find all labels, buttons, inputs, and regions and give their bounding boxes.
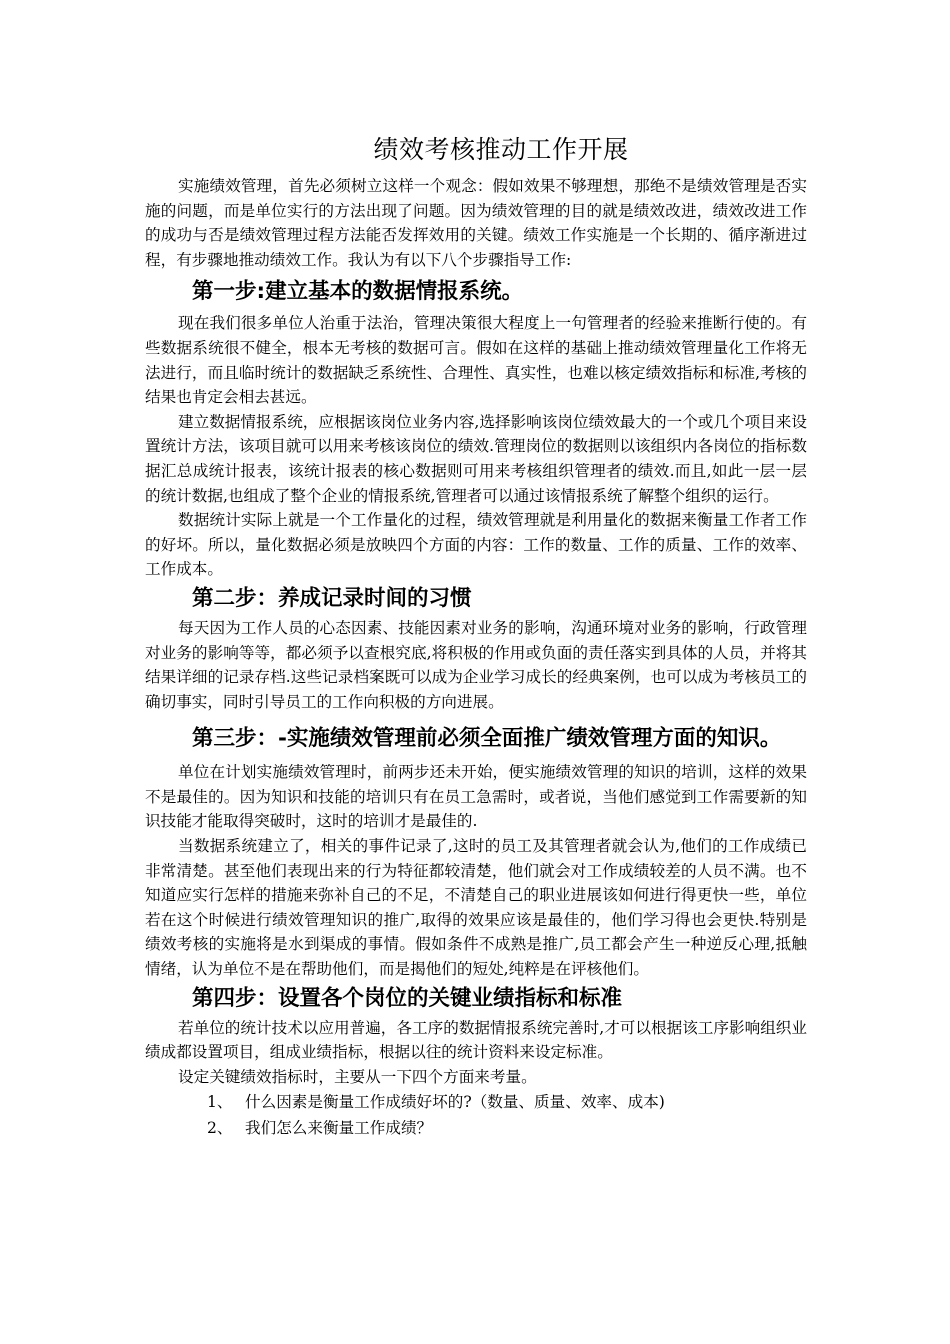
document-title: 绩效考核推动工作开展 [373,135,629,164]
document-body [145,130,807,1141]
step-3-paragraph-1: 单位在计划实施绩效管理时，前两步还未开始，便实施绩效管理的知识的培训，这样的效果不是最佳的。因为知识和技能的培训只有在员工急需时，或者说，当他们感觉到工作需要新的知识技能才能取得突破时，这时的培训才是最佳的. [145,763,807,831]
step-2-heading: 第二步：养成记录时间的习惯 [192,585,472,611]
list-item-number: 1、 [207,1093,233,1112]
step-1-heading: 第一步:建立基本的数据情报系统。 [192,279,524,305]
list-item-text: 什么因素是衡量工作成绩好坏的?（数量、质量、效率、成本) [245,1093,665,1112]
list-item [145,1115,807,1141]
step-1-paragraph-3: 数据统计实际上就是一个工作量化的过程，绩效管理就是利用量化的数据来衡量工作者工作的好坏。所以，量化数据必须是放映四个方面的内容：工作的数量、工作的质量、工作的效率、工作成本。 [145,511,807,579]
intro-paragraph: 实施绩效管理，首先必须树立这样一个观念：假如效果不够理想，那绝不是绩效管理是否实施的问题，而是单位实行的方法出现了问题。因为绩效管理的目的就是绩效改进，绩效改进工作的成功与否是绩效管理过程方法能否发挥效用的关键。绩效工作实施是一个长期的、循序渐进过程，有步骤地推动绩效工作。我认为有以下八个步骤指导工作: [145,177,807,269]
list-item-number: 2、 [207,1119,233,1138]
step-4-paragraph-2: 设定关键绩效指标时，主要从一下四个方面来考量。 [178,1067,537,1086]
list-item [145,1089,807,1115]
step-3-heading: 第三步：-实施绩效管理前必须全面推广绩效管理方面的知识。 [192,726,782,752]
step-1-paragraph-1: 现在我们很多单位人治重于法治，管理决策很大程度上一句管理者的经验来推断行使的。有些数据系统很不健全，根本无考核的数据可言。假如在这样的基础上推动绩效管理量化工作将无法进行，而且临时统计的数据缺乏系统性、合理性、真实性，也难以核定绩效指标和标准,考核的结果也肯定会相去甚远。 [145,314,807,407]
step-2-paragraph-1: 每天因为工作人员的心态因素、技能因素对业务的影响，沟通环境对业务的影响，行政管理对业务的影响等等，都必须予以查根究底,将积极的作用或负面的责任落实到具体的人员，并将其结果详细的记录存档.这些记录档案既可以成为企业学习成长的经典案例，也可以成为考核员工的确切事实，同时引导员工的工作向积极的方向进展。 [145,618,807,711]
step-1-paragraph-2: 建立数据情报系统，应根据该岗位业务内容,选择影响该岗位绩效最大的一个或几个项目来设置统计方法，该项目就可以用来考核该岗位的绩效.管理岗位的数据则以该组织内各岗位的指标数据汇总成统计报表，该统计报表的核心数据则可用来考核组织管理者的绩效.而且,如此一层一层的统计数据,也组成了整个企业的情报系统,管理者可以通过该情报系统了解整个组织的运行。 [145,412,807,505]
list-item-text: 我们怎么来衡量工作成绩？ [245,1119,433,1138]
step-4-paragraph-1: 若单位的统计技术以应用普遍，各工序的数据情报系统完善时,才可以根据该工序影响组织业绩成都设置项目，组成业绩指标，根据以往的统计资料来设定标准。 [145,1018,807,1062]
step-3-paragraph-2: 当数据系统建立了，相关的事件记录了,这时的员工及其管理者就会认为,他们的工作成绩已非常清楚。甚至他们表现出来的行为特征都较清楚，他们就会对工作成绩较差的人员不满。也不知道应实行怎样的措施来弥补自己的不足，不清楚自己的职业进展该如何进行得更快一些，单位若在这个时候进行绩效管理知识的推广,取得的效果应该是最佳的，他们学习得也会更快.特别是绩效考核的实施将是水到渠成的事情。假如条件不成熟是推广,员工都会产生一种逆反心理,抵触情绪，认为单位不是在帮助他们，而是揭他们的短处,纯粹是在评核他们。 [145,837,807,979]
step-4-heading: 第四步：设置各个岗位的关键业绩指标和标准 [192,985,623,1011]
